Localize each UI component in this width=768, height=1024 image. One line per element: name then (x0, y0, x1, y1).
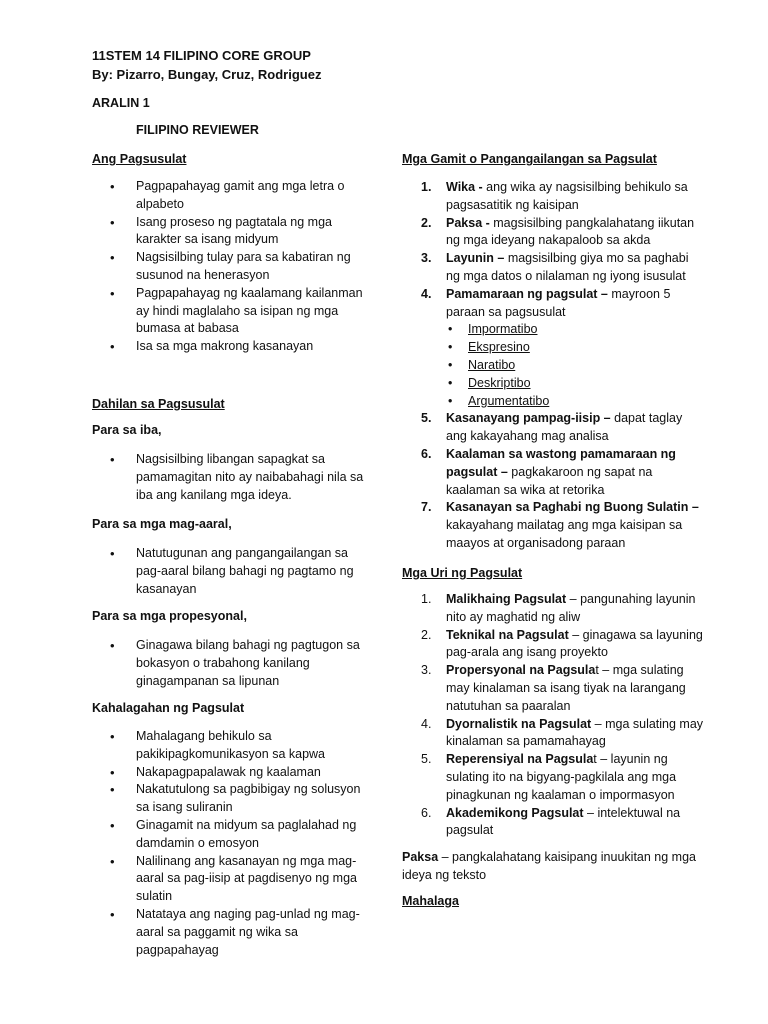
bullet-item: • Nakapagpapalawak ng kaalaman (110, 764, 372, 782)
list-mga-gamit (404, 179, 704, 553)
numbered-item (404, 805, 704, 841)
numbered-item (404, 250, 704, 286)
item-number: 5. (421, 752, 432, 767)
item-text: – ginagawa sa layuning pag-arala ang isang proyekto (446, 627, 703, 660)
heading-para-sa-iba: Para sa iba, (92, 423, 162, 437)
bullet-item: • Isa sa mga makrong kasanayan (110, 338, 372, 356)
sub-bullet-item (404, 321, 704, 339)
sub-bullet-item (404, 339, 704, 357)
page-title: FILIPINO REVIEWER (136, 123, 259, 137)
bullet-item: • Nalilinang ang kasanayan ng mga mag-aaral sa pag-iisip at pagdisenyo ng mga sulatin (110, 853, 372, 906)
sub-list-container (404, 321, 704, 410)
item-term: Wika - (446, 180, 483, 194)
list-para-sa-mag-aaral (110, 545, 372, 598)
sub-bullet-text: Naratibo (468, 357, 516, 372)
item-term: Kasanayang pampag-iisip – (446, 411, 611, 426)
item-term: Malikhaing Pagsulat (446, 592, 567, 606)
list-ang-pagsusulat (110, 178, 372, 356)
item-text: magsisilbing pangkalahatang iikutan ng mga ideyang nakapaloob sa akda (446, 215, 695, 248)
authors-line: By: Pizarro, Bungay, Cruz, Rodriguez (92, 67, 322, 82)
item-number: 4. (421, 716, 432, 731)
heading-para-sa-propesyonal: Para sa mga propesyonal, (92, 609, 247, 623)
numbered-item (404, 662, 704, 715)
bullet-item: • Ginagawa bilang bahagi ng pagtugon sa bokasyon o trabahong kanilang ginagampanan sa lipunan (110, 637, 372, 690)
sub-bullet-item (404, 393, 704, 411)
paksa-text: – pangkalahatang kaisipang inuukitan ng mga ideya ng teksto (402, 850, 696, 882)
item-number: 2. (421, 215, 432, 230)
bullet-item: • Nagsisilbing libangan sapagkat sa pamamagitan nito ay naibabahagi nila sa iba ang kanilang mga ideya. (110, 451, 372, 504)
item-text: mayroon 5 paraan sa pagsusulat (446, 286, 671, 319)
sub-bullet-text: Deskriptibo (468, 375, 531, 390)
numbered-item (404, 627, 704, 663)
item-number: 6. (421, 805, 432, 820)
bullet-item: • Pagpapahayag ng kaalamang kailanman ay hindi maglalaho sa isipan ng mga bumasa at babasa (110, 285, 372, 338)
heading-mga-gamit: Mga Gamit o Pangangailangan sa Pagsulat (402, 152, 657, 166)
bullet-item: • Isang proseso ng pagtatala ng mga karakter sa isang midyum (110, 214, 372, 250)
heading-mahalaga: Mahalaga (402, 894, 459, 908)
item-term: Layunin – (446, 251, 505, 266)
bullet-item: • Pagpapahayag gamit ang mga letra o alpabeto (110, 178, 372, 214)
list-kahalagahan (110, 728, 372, 959)
item-text: magsisilbing giya mo sa paghabi ng mga datos o nilalaman ng iyong isusulat (446, 251, 689, 283)
numbered-item (404, 446, 704, 499)
heading-kahalagahan: Kahalagahan ng Pagsulat (92, 701, 245, 715)
item-text: ang wika ay nagsisilbing behikulo sa pagsasatitik ng kaisipan (446, 180, 688, 212)
numbered-item (404, 286, 704, 322)
item-term: Pamamaraan ng pagsulat – (446, 286, 608, 301)
item-number: 1. (421, 180, 432, 194)
item-term: Propersyonal na Pagsula (446, 663, 596, 678)
bullet-item: • Mahalagang behikulo sa pakikipagkomunikasyon sa kapwa (110, 728, 372, 764)
heading-mga-uri: Mga Uri ng Pagsulat (402, 566, 523, 580)
heading-ang-pagsusulat: Ang Pagsusulat (92, 152, 187, 166)
numbered-item (404, 179, 704, 215)
lesson-label: ARALIN 1 (92, 96, 150, 110)
item-number: 3. (421, 663, 432, 678)
item-term: Kasanayan sa Paghabi ng Buong Sulatin – (446, 500, 699, 515)
item-term: Kaalaman sa wastong pamamaraan ng pagsulat – (446, 446, 676, 479)
item-text: pagkakaroon ng sapat na kaalaman sa wika at retorika (446, 464, 653, 497)
item-text: t – mga sulating may kinalaman sa isang tiyak na larangang natutuhan sa paaralan (446, 663, 686, 713)
item-term: Dyornalistik na Pagsulat (446, 716, 592, 731)
item-number: 7. (421, 500, 432, 515)
item-text: kakayahang mailatag ang mga kaisipan sa maayos at organisadong paraan (446, 518, 683, 550)
numbered-item (404, 716, 704, 752)
bullet-item: • Ginagamit na midyum sa paglalahad ng damdamin o emosyon (110, 817, 372, 853)
item-text: – pangunahing layunin nito ay maghatid ng aliw (446, 592, 696, 624)
bullet-item: • Natutugunan ang pangangailangan sa pag-aaral bilang bahagi ng pagtamo ng kasanayan (110, 545, 372, 598)
sub-bullet-item (404, 375, 704, 393)
numbered-item (404, 215, 704, 251)
sub-bullet-item (404, 357, 704, 375)
item-term: Reperensiyal na Pagsula (446, 752, 594, 767)
item-term: Paksa - (446, 215, 490, 230)
sub-bullet-text: Argumentatibo (468, 393, 550, 408)
list-mga-uri (404, 591, 704, 840)
bullet-item: • Nakatutulong sa pagbibigay ng solusyon sa isang suliranin (110, 781, 372, 817)
item-term: Teknikal na Pagsulat (446, 627, 569, 642)
sub-bullet-text: Ekspresino (468, 340, 530, 355)
item-number: 1. (421, 592, 432, 606)
item-number: 3. (421, 251, 432, 266)
item-term: Akademikong Pagsulat (446, 805, 584, 820)
item-text: t – layunin ng sulating ito na bigyang-pagkilala ang mga pinagkunan ng kaalaman o impormasyon (446, 752, 677, 802)
item-text: dapat taglay ang kakayahang mag analisa (446, 411, 683, 444)
heading-dahilan: Dahilan sa Pagsusulat (92, 397, 225, 411)
list-para-sa-iba (110, 451, 372, 504)
numbered-item (404, 410, 704, 446)
bullet-item: • Nagsisilbing tulay para sa kabatiran ng susunod na henerasyon (110, 249, 372, 285)
heading-para-sa-mag-aaral: Para sa mga mag-aaral, (92, 517, 232, 531)
paksa-definition (402, 849, 702, 885)
group-title: 11STEM 14 FILIPINO CORE GROUP (92, 48, 311, 63)
list-para-sa-propesyonal (110, 637, 372, 690)
numbered-item (404, 591, 704, 627)
item-number: 6. (421, 446, 432, 461)
item-number: 2. (421, 627, 432, 642)
item-number: 4. (421, 286, 432, 301)
bullet-item: • Natataya ang naging pag-unlad ng mag-aaral sa paggamit ng wika sa pagpapahayag (110, 906, 372, 959)
numbered-item (404, 499, 704, 552)
paksa-term: Paksa (402, 850, 439, 864)
item-number: 5. (421, 411, 432, 426)
sub-bullet-text: Impormatibo (468, 322, 538, 337)
numbered-item (404, 751, 704, 804)
item-text: – intelektuwal na pagsulat (446, 805, 681, 838)
item-text: – mga sulating may kinalaman sa pamamahayag (446, 716, 704, 749)
